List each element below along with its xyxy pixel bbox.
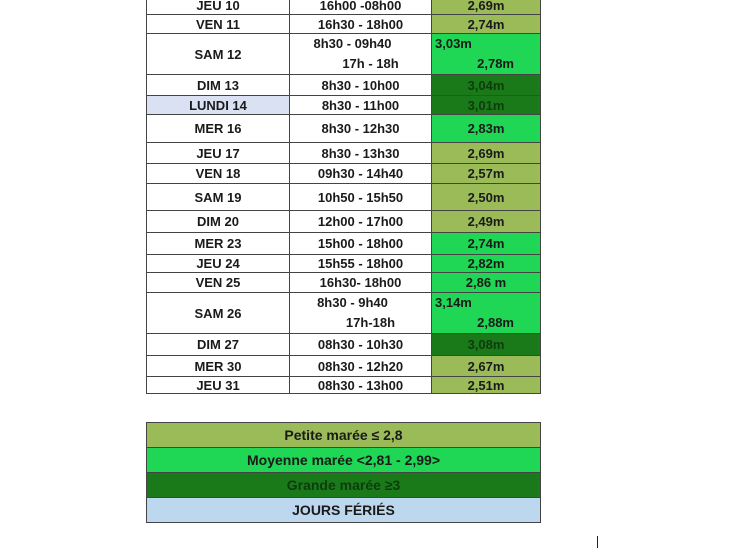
table-row [147, 334, 541, 356]
table-row [147, 233, 541, 255]
time-cell: 8h30 - 13h30 [290, 143, 432, 164]
tide-height-cell: 2,57m [432, 164, 541, 184]
legend-jours-feries: JOURS FÉRIÉS [147, 498, 540, 522]
time-cell: 08h30 - 13h00 [290, 377, 432, 394]
table-row [147, 293, 541, 334]
table-row [147, 34, 541, 75]
day-cell: JEU 17 [147, 143, 290, 164]
tide-height-value: 2,78m [477, 56, 514, 71]
text-cursor-mark [597, 536, 598, 548]
legend-petite-maree: Petite marée ≤ 2,8 [147, 423, 540, 448]
tide-height-cell [432, 34, 541, 75]
tide-legend [146, 422, 541, 523]
day-cell: SAM 26 [147, 293, 290, 334]
tide-schedule-table [146, 0, 541, 394]
time-cell: 15h00 - 18h00 [290, 233, 432, 255]
time-slot: 8h30 - 9h40 [317, 295, 388, 310]
time-cell: 08h30 - 10h30 [290, 334, 432, 356]
time-cell: 8h30 - 10h00 [290, 75, 432, 96]
day-cell: MER 16 [147, 115, 290, 143]
legend-moyenne-maree: Moyenne marée <2,81 - 2,99> [147, 448, 540, 473]
tide-height-cell: 2,83m [432, 115, 541, 143]
day-cell: VEN 18 [147, 164, 290, 184]
tide-height-cell: 3,01m [432, 96, 541, 115]
table-row [147, 15, 541, 34]
time-cell: 12h00 - 17h00 [290, 211, 432, 233]
time-cell: 16h30 - 18h00 [290, 15, 432, 34]
tide-height-cell: 2,74m [432, 15, 541, 34]
day-cell: VEN 11 [147, 15, 290, 34]
tide-height-cell: 2,50m [432, 184, 541, 211]
tide-height-value: 3,03m [435, 36, 472, 51]
time-cell: 8h30 - 12h30 [290, 115, 432, 143]
table-row [147, 0, 541, 15]
time-slot: 8h30 - 09h40 [313, 36, 392, 51]
tide-height-cell: 2,67m [432, 356, 541, 377]
table-row [147, 164, 541, 184]
tide-height-cell: 2,82m [432, 255, 541, 273]
day-cell: VEN 25 [147, 273, 290, 293]
table-row [147, 377, 541, 394]
table-row [147, 255, 541, 273]
time-cell [290, 34, 432, 75]
time-cell [290, 293, 432, 334]
tide-height-cell: 2,74m [432, 233, 541, 255]
table-row [147, 184, 541, 211]
time-cell: 8h30 - 11h00 [290, 96, 432, 115]
time-cell: 16h30- 18h00 [290, 273, 432, 293]
tide-height-cell: 2,86 m [432, 273, 541, 293]
day-cell: DIM 20 [147, 211, 290, 233]
table-row [147, 143, 541, 164]
tide-height-cell: 3,04m [432, 75, 541, 96]
table-row [147, 115, 541, 143]
table-row [147, 356, 541, 377]
table-row [147, 96, 541, 115]
tide-height-cell: 2,49m [432, 211, 541, 233]
day-cell: MER 30 [147, 356, 290, 377]
time-slot: 17h-18h [345, 315, 396, 330]
time-cell: 08h30 - 12h20 [290, 356, 432, 377]
time-cell: 10h50 - 15h50 [290, 184, 432, 211]
tide-height-cell: 2,69m [432, 143, 541, 164]
time-cell: 16h00 -08h00 [290, 0, 432, 15]
tide-height-value: 3,14m [435, 295, 472, 310]
table-row [147, 75, 541, 96]
day-cell: SAM 19 [147, 184, 290, 211]
time-cell: 09h30 - 14h40 [290, 164, 432, 184]
tide-height-cell: 2,51m [432, 377, 541, 394]
legend-grande-maree: Grande marée ≥3 [147, 473, 540, 498]
day-cell: JEU 31 [147, 377, 290, 394]
day-cell: DIM 27 [147, 334, 290, 356]
day-cell: MER 23 [147, 233, 290, 255]
day-cell: LUNDI 14 [147, 96, 290, 115]
time-slot: 17h - 18h [342, 56, 399, 71]
time-cell: 15h55 - 18h00 [290, 255, 432, 273]
tide-height-cell: 2,69m [432, 0, 541, 15]
day-cell: JEU 24 [147, 255, 290, 273]
day-cell: JEU 10 [147, 0, 290, 15]
day-cell: DIM 13 [147, 75, 290, 96]
tide-height-cell [432, 293, 541, 334]
tide-schedule-body [147, 0, 541, 394]
table-row [147, 273, 541, 293]
tide-height-value: 2,88m [477, 315, 514, 330]
day-cell: SAM 12 [147, 34, 290, 75]
table-row [147, 211, 541, 233]
tide-height-cell: 3,08m [432, 334, 541, 356]
